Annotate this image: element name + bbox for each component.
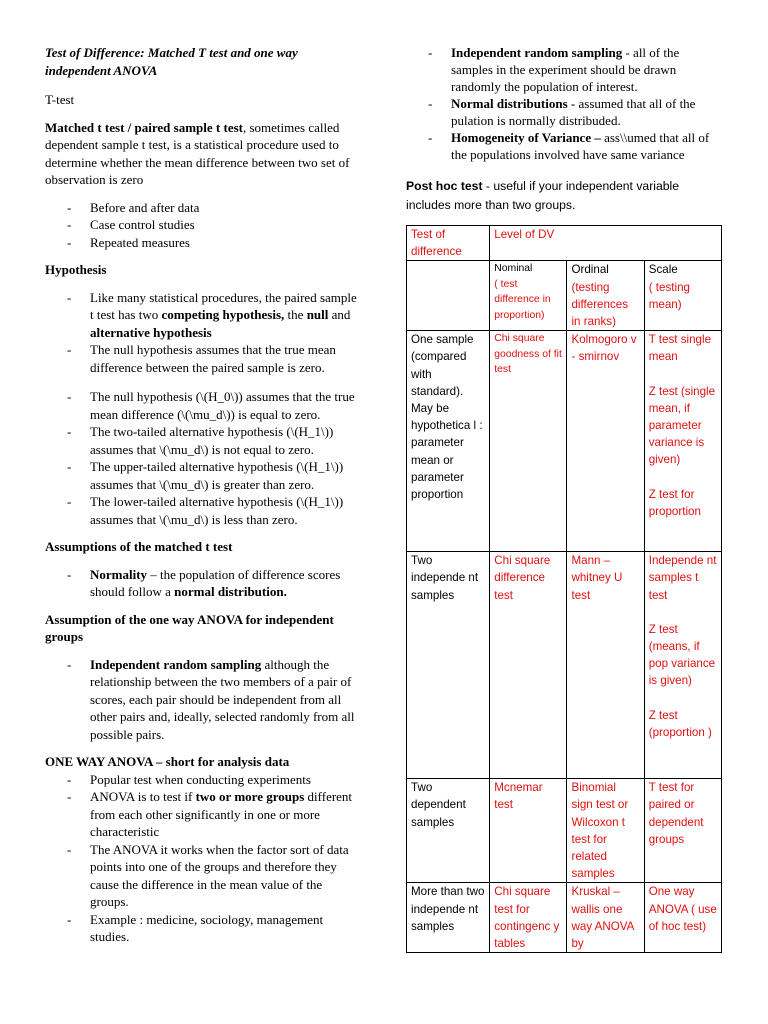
table-row: [407, 883, 722, 953]
scale-text: Z test for proportion: [648, 487, 701, 518]
list-item: - The lower-tailed alternative hypothesis (\(H_1\)) assumes that \(\mu_d\) is less than zero.: [45, 493, 363, 528]
header-level-of-dv: Level of DV: [490, 226, 722, 261]
table-cell: Chi square goodness of fit test: [490, 331, 567, 552]
list-item: [406, 44, 724, 95]
list-item: - The upper-tailed alternative hypothesis (\(H_1\)) assumes that \(\mu_d\) is greater than zero.: [45, 458, 363, 493]
list-item: - Popular test when conducting experiments: [45, 771, 363, 789]
list-item: - Case control studies: [45, 216, 363, 234]
uses-list: [45, 199, 363, 252]
table-row: [407, 779, 722, 883]
right-column: [406, 44, 724, 215]
list-item: - The two-tailed alternative hypothesis (\(H_1\)) assumes that \(\mu_d\) is not equal to zero.: [45, 423, 363, 458]
table-cell: [490, 261, 567, 331]
table-cell: [567, 261, 644, 331]
nominal-label: Nominal: [494, 263, 533, 275]
anova-assumptions-list: [406, 44, 724, 163]
oneway-anova-list: [45, 771, 363, 946]
list-item: [45, 788, 363, 841]
r1-term: Independent random sampling: [451, 45, 623, 60]
ow-bold: two or more groups: [195, 789, 305, 804]
table-cell: Binomial sign test or Wilcoxon t test for related samples: [567, 779, 644, 883]
norm-bold: normal distribution.: [174, 584, 287, 599]
scale-text: T test single mean: [648, 333, 712, 364]
table-cell: More than two independe nt samples: [407, 883, 490, 953]
table-row: [407, 331, 722, 552]
hyp-text: the: [284, 307, 307, 322]
hyp-bold: null: [306, 307, 329, 322]
matched-paragraph: [45, 119, 363, 189]
table-cell: One sample (compared with standard). May be hypothetica l : parameter mean or parameter proportion: [407, 331, 490, 552]
list-item: - The null hypothesis assumes that the true mean difference between the paired sample is zero.: [45, 341, 363, 376]
irs-term: Independent random sampling: [90, 656, 262, 672]
scale-label: Scale: [648, 263, 678, 277]
list-item: [45, 566, 363, 601]
hypothesis-list: [45, 289, 363, 529]
norm-term: Normality: [90, 566, 148, 582]
list-item: - The ANOVA it works when the factor sort of data points into one of the groups and therefore they cause the difference in the mean value of the groups.: [45, 841, 363, 911]
scale-text: Independe nt samples t test: [648, 554, 717, 602]
norm-text: – the population of difference scores should follow a: [90, 566, 341, 599]
r3-text: ass\\umed that all of the populations involved have same variance: [451, 130, 710, 162]
table-cell: [407, 261, 490, 331]
scale-sub: ( testing mean): [648, 280, 690, 311]
anova-assumption-heading: Assumption of the one way ANOVA for independent groups: [45, 611, 334, 644]
table-cell: Chi square test for contingenc y tables: [490, 883, 567, 953]
list-item: [406, 129, 724, 163]
left-column: [45, 44, 363, 946]
table-cell: Chi square difference test: [490, 552, 567, 779]
matched-term: Matched t test / paired sample t test: [45, 119, 243, 135]
table-cell: [644, 261, 721, 331]
ttest-label: T-test: [45, 92, 75, 107]
r1-text: - all of the samples in the experiment should be drawn randomly the population of interest.: [451, 45, 680, 94]
assumptions-list: [45, 566, 363, 601]
r3-term: Homogeneity of Variance –: [451, 130, 601, 145]
posthoc-paragraph: [406, 177, 724, 215]
scale-text: Z test (single mean, if parameter variance is given): [648, 384, 716, 467]
anova-assumption-list: [45, 656, 363, 744]
hypothesis-heading: Hypothesis: [45, 262, 107, 277]
scale-text: Z test (proportion ): [648, 708, 712, 739]
table-cell: Mcnemar test: [490, 779, 567, 883]
table-cell: Mann – whitney U test: [567, 552, 644, 779]
table-cell: Kruskal – wallis one way ANOVA by: [567, 883, 644, 953]
posthoc-term: Post hoc test: [406, 179, 483, 193]
list-item: [45, 656, 363, 744]
hyp-text: Like many statistical procedures, the paired sample t test has two: [90, 289, 357, 322]
table-cell: [644, 552, 721, 779]
assumptions-heading: Assumptions of the matched t test: [45, 539, 233, 554]
ordinal-label: Ordinal: [571, 263, 609, 277]
table-cell: Two independe nt samples: [407, 552, 490, 779]
list-item: [406, 95, 724, 129]
table-row: [407, 261, 722, 331]
matched-definition: , sometimes called dependent sample t test, is a statistical procedure used to determine whether the mean difference between two set of observation is zero: [45, 119, 350, 187]
table-row: [407, 552, 722, 779]
list-item: - The null hypothesis (\(H_0\)) assumes that the true mean difference (\(\mu_d\)) is equal to zero.: [45, 388, 363, 423]
hyp-bold: alternative hypothesis: [90, 324, 212, 340]
list-item: - Example : medicine, sociology, management studies.: [45, 911, 363, 946]
test-table: [406, 225, 722, 953]
nominal-sub: ( test difference in proportion): [494, 278, 551, 321]
list-item: - Before and after data: [45, 199, 363, 217]
ordinal-sub: (testing differences in ranks): [571, 280, 628, 329]
ow-text: ANOVA is to test if: [90, 789, 196, 804]
scale-text: Z test (means, if pop variance is given): [648, 622, 716, 688]
table-row: [407, 226, 722, 261]
oneway-anova-heading: ONE WAY ANOVA – short for analysis data: [45, 754, 290, 769]
header-test-of-difference: Test of difference: [407, 226, 490, 261]
r2-term: Normal distributions: [451, 96, 568, 111]
document-title: Test of Difference: Matched T test and one way independent ANOVA: [45, 45, 298, 78]
hyp-text: and: [328, 307, 351, 322]
table-cell: One way ANOVA ( use of hoc test): [644, 883, 721, 953]
table-cell: [644, 331, 721, 552]
table-cell: Two dependent samples: [407, 779, 490, 883]
hyp-bold: competing hypothesis,: [161, 307, 285, 322]
posthoc-text: - useful if your independent variable includes more than two groups.: [406, 179, 680, 212]
list-item: [45, 289, 363, 342]
ow-text: different from each other significantly in one or more characteristic: [90, 789, 353, 839]
list-item: - Repeated measures: [45, 234, 363, 252]
table-cell: Kolmogoro v - smirnov: [567, 331, 644, 552]
irs-text: although the relationship between the two members of a pair of scores, each pair should be independent from all other pairs and, ideally, selected randomly from all possible pairs.: [90, 656, 355, 742]
table-cell: T test for paired or dependent groups: [644, 779, 721, 883]
r2-text: - assumed that all of the pulation is normally distribuded.: [451, 96, 696, 128]
